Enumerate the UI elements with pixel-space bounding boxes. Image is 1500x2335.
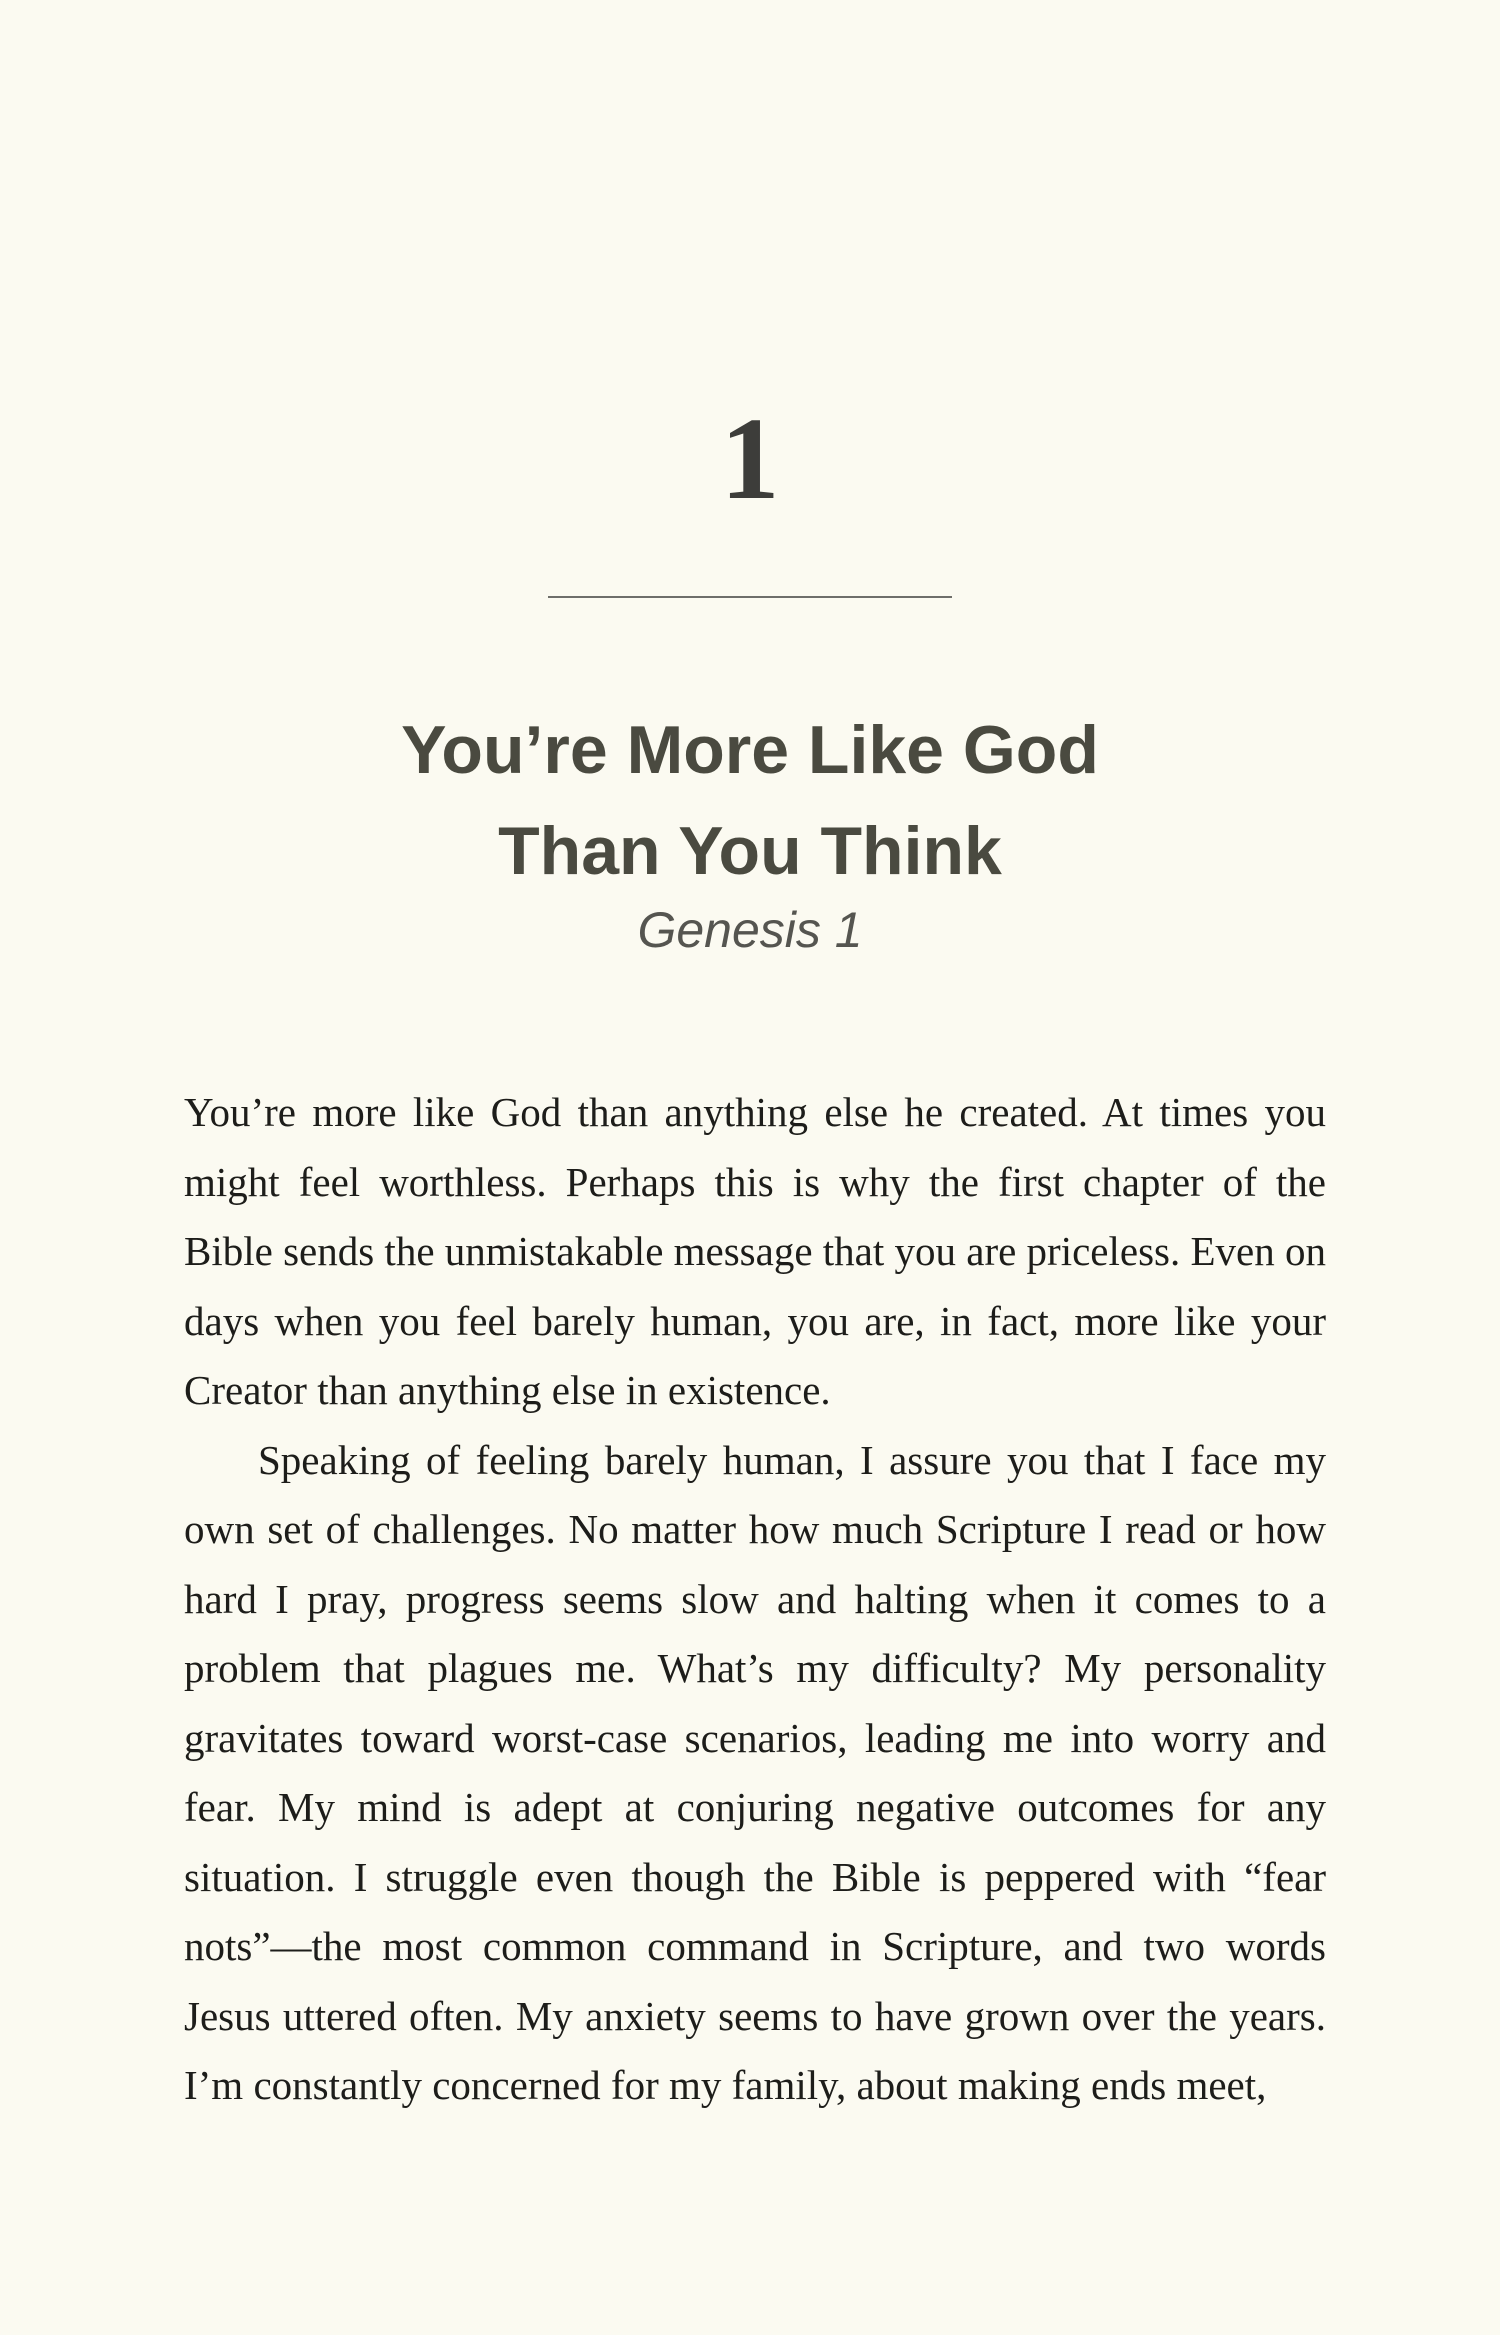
chapter-divider	[548, 596, 952, 598]
paragraph-2: Speaking of feeling barely human, I assure you that I face my own set of challenges. No matter how much Scripture I read or how hard I pray, progress seems slow and halting when it comes to a problem that plagues me. What’s my difficulty? My personality gravitates toward worst-case scenarios, leading me into worry and fear. My mind is adept at conjuring negative outcomes for any situation. I struggle even though the Bible is peppered with “fear nots”—the most common command in Scripture, and two words Jesus uttered often. My anxiety seems to have grown over the years. I’m constantly concerned for my family, about making ends meet,	[184, 1436, 1326, 2108]
chapter-number: 1	[720, 393, 780, 524]
chapter-subtitle: Genesis 1	[637, 902, 863, 958]
paragraph-1: You’re more like God than anything else he created. At times you might feel worthless. Perhaps this is why the first chapter of the Bible sends the unmistakable message that you are priceless. Even on days when you feel barely human, you are, in fact, more like your Creator than anything else in existence.	[184, 1089, 1326, 1413]
body-text	[184, 1078, 1326, 2121]
chapter-title-line-2: Than You Think	[498, 813, 1002, 889]
chapter-title	[0, 700, 1500, 902]
chapter-title-line-1: You’re More Like God	[401, 712, 1099, 788]
